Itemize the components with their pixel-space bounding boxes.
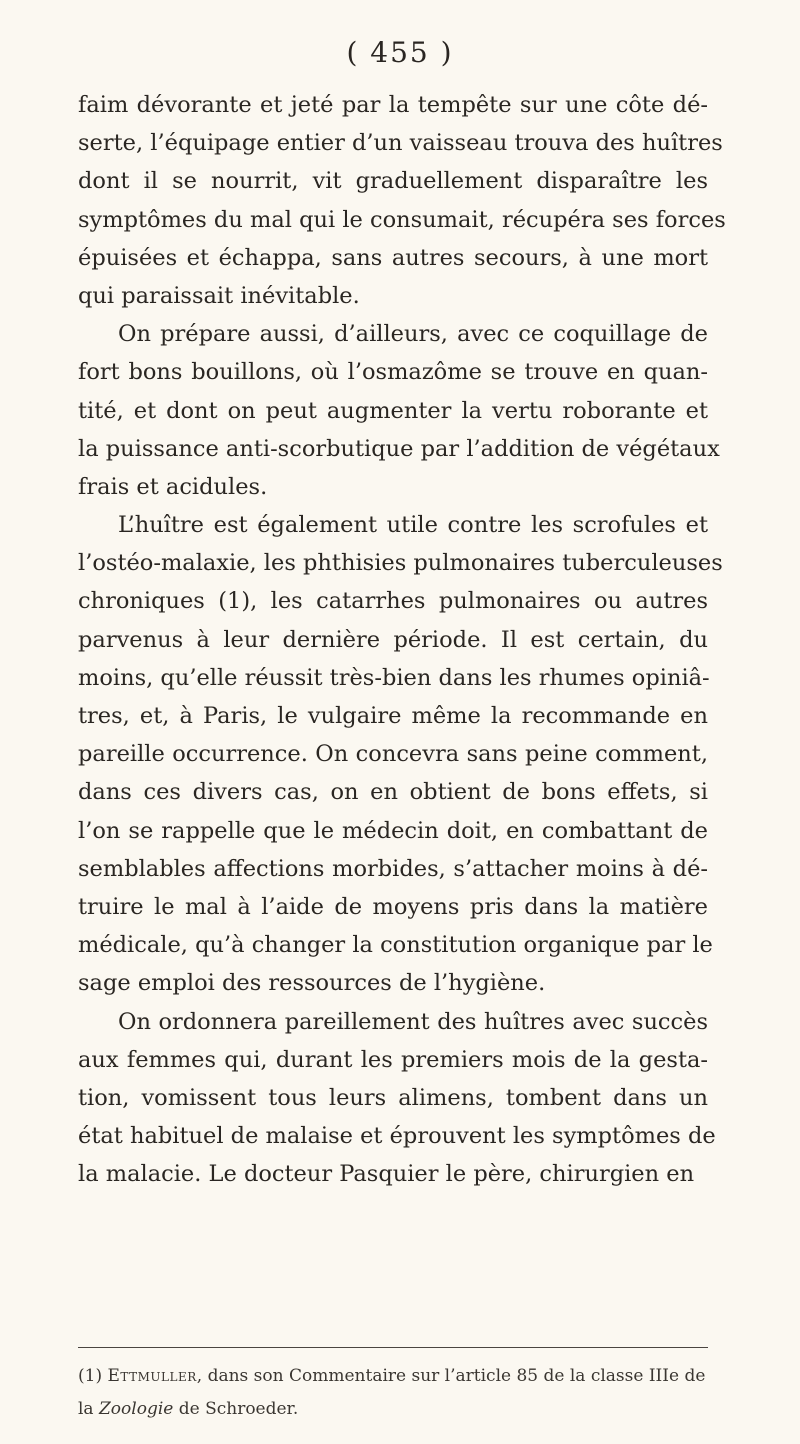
text-line: qui paraissait inévitable. (78, 282, 360, 309)
text-line: tité, et dont on peut augmenter la vertu roborante et (78, 397, 708, 424)
text-line: semblables affections morbides, s’attacher moins à dé- (78, 855, 708, 882)
text-line: On prépare aussi, d’ailleurs, avec ce coquillage de (118, 321, 708, 348)
text-line: dans ces divers cas, on en obtient de bons effets, si (78, 779, 708, 806)
text-line: chroniques (1), les catarrhes pulmonaires ou autres (78, 588, 708, 615)
text-line: frais et acidules. (78, 473, 268, 500)
text-line: symptômes du mal qui le consumait, récupéra ses forces (78, 206, 726, 233)
text-line: parvenus à leur dernière période. Il est certain, du (78, 626, 708, 653)
text-line: pareille occurrence. On concevra sans peine comment, (78, 741, 708, 768)
text-line: fort bons bouillons, où l’osmazôme se trouve en quan- (78, 359, 708, 386)
footnote-text: , dans son Commentaire sur l’article 85 de la classe IIIe de la (78, 1366, 706, 1419)
footnote-rule (78, 1347, 708, 1348)
text-line: l’on se rappelle que le médecin doit, en combattant de (78, 817, 708, 844)
footnote-marker: (1) (78, 1366, 103, 1386)
body-text (78, 86, 726, 1193)
text-line: moins, qu’elle réussit très-bien dans les rhumes opiniâ- (78, 664, 710, 691)
text-line: épuisées et échappa, sans autres secours, à une mort (78, 244, 708, 271)
text-line: serte, l’équipage entier d’un vaisseau trouva des huîtres (78, 130, 723, 157)
text-line: la malacie. Le docteur Pasquier le père, chirurgien en (78, 1161, 695, 1188)
page-number: ( 455 ) (346, 36, 454, 69)
text-line: tion, vomissent tous leurs alimens, tombent dans un (78, 1084, 708, 1111)
footnote (78, 1360, 708, 1426)
footnote-author: Ettmuller (107, 1366, 197, 1386)
footnote-text-end: de Schroeder. (173, 1399, 299, 1419)
text-line: tres, et, à Paris, le vulgaire même la recommande en (78, 703, 708, 729)
text-line: dont il se nourrit, vit graduellement disparaître les (78, 168, 708, 195)
text-line: état habituel de malaise et éprouvent les symptômes de (78, 1123, 716, 1150)
text-line: sage emploi des ressources de l’hygiène. (78, 970, 546, 997)
footnote-italic-title: Zoologie (98, 1399, 174, 1419)
text-line: l’ostéo-malaxie, les phthisies pulmonaires tuberculeuses (78, 550, 723, 577)
text-line: On ordonnera pareillement des huîtres avec succès (118, 1008, 708, 1035)
text-line: truire le mal à l’aide de moyens pris dans la matière (78, 893, 708, 920)
text-line: L’huître est également utile contre les scrofules et (118, 512, 708, 539)
text-line: aux femmes qui, durant les premiers mois de la gesta- (78, 1046, 708, 1073)
text-line: faim dévorante et jeté par la tempête sur une côte dé- (78, 92, 708, 118)
text-line: médicale, qu’à changer la constitution organique par le (78, 932, 713, 959)
text-line: la puissance anti-scorbutique par l’addition de végétaux (78, 435, 720, 462)
